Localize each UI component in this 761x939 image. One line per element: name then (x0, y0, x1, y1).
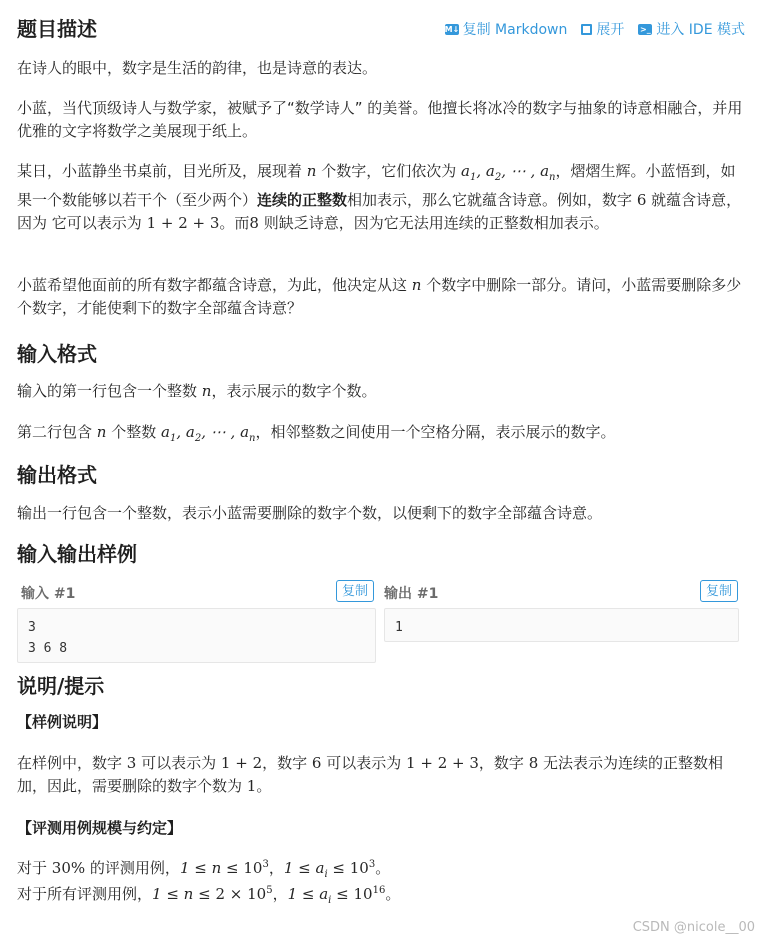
description-paragraph-4: 小蓝希望他面前的所有数字都蕴含诗意，为此，他决定从这 n 个数字中删除一部分。请问，小蓝需要删除多少个数字，才能使剩下的数字全部蕴含诗意？ (17, 276, 742, 317)
hints-title: 说明/提示 (17, 674, 105, 698)
description-paragraph-2: 小蓝，当代顶级诗人与数学家，被赋予了“数学诗人” 的美誉。他擅长将冰冷的数字与抽象的诗意相融合，并用优雅的文字将数学之美展现于纸上。 (17, 99, 743, 140)
problem-header (17, 14, 745, 44)
expand-button[interactable] (581, 19, 624, 39)
ide-mode-label: 进入 IDE 模式 (656, 22, 745, 38)
output-format-title: 输出格式 (17, 463, 97, 487)
copy-markdown-button[interactable] (445, 19, 568, 39)
output-sample-box[interactable]: 1 (384, 608, 739, 642)
terminal-icon: >_ (639, 24, 651, 34)
scale-title: 【评测用例规模与约定】 (17, 819, 183, 837)
bold-consecutive-positive: 连续的正整数 (257, 191, 348, 209)
copy-markdown-label: 复制 Markdown (462, 22, 568, 38)
input-format-line-1: 输入的第一行包含一个整数 n，表示展示的数字个数。 (17, 382, 377, 400)
description-paragraph-3: 某日，小蓝静坐书桌前，目光所及，展现着 n 个数字，它们依次为 $a_1$, $a_2$, ⋯ , $a_n$，熠熠生辉。小蓝悟到，如果一个数能够以若干个（至少两个）连续的正整数相加表示，那么它就蕴含诗意。例如，数字 6 就蕴含诗意，因为 它可以表示为 1 + 2 + 3。而8 则缺乏诗意，因为它无法用连续的正整数相加表示。 (17, 162, 742, 232)
page-title: 题目描述 (17, 17, 97, 41)
scale-line-1: 对于 30% 的评测用例，$1 \le n \le 10^3$，$1 \le a_i \le 10^3$。 (17, 859, 391, 880)
scale-line-2: 对于所有评测用例，$1 \le n \le 2 \times 10^5$，$1 \le a_i \le 10^{16}$。 (17, 885, 401, 906)
input-format-title: 输入格式 (17, 342, 97, 366)
ide-mode-button[interactable] (638, 19, 745, 39)
csdn-watermark: CSDN @nicole__00 (632, 920, 755, 935)
expand-icon (581, 24, 592, 35)
copy-output-button[interactable]: 复制 (700, 580, 738, 602)
input-sample-box[interactable]: 3 3 6 8 (17, 608, 376, 663)
output-sample-label: 输出 #1 (384, 586, 439, 602)
samples-title: 输入输出样例 (17, 542, 137, 566)
sample-explanation-text: 在样例中，数字 3 可以表示为 1 + 2，数字 6 可以表示为 1 + 2 + 3，数字 8 无法表示为连续的正整数相加，因此，需要删除的数字个数为 1。 (17, 754, 724, 795)
input-sample-label: 输入 #1 (21, 586, 76, 602)
copy-input-button[interactable]: 复制 (336, 580, 374, 602)
input-format-line-2: 第二行包含 n 个整数 $a_1$, $a_2$, ⋯ , $a_n$，相邻整数之间使用一个空格分隔，表示展示的数字。 (17, 423, 616, 444)
expand-label: 展开 (596, 22, 625, 38)
sample-explanation-title: 【样例说明】 (17, 713, 108, 731)
markdown-icon: M↓ (444, 24, 460, 34)
description-paragraph-1: 在诗人的眼中，数字是生活的韵律，也是诗意的表达。 (17, 59, 378, 77)
header-actions (445, 19, 745, 39)
output-format-line-1: 输出一行包含一个整数，表示小蓝需要删除的数字个数，以便剩下的数字全部蕴含诗意。 (17, 504, 603, 522)
